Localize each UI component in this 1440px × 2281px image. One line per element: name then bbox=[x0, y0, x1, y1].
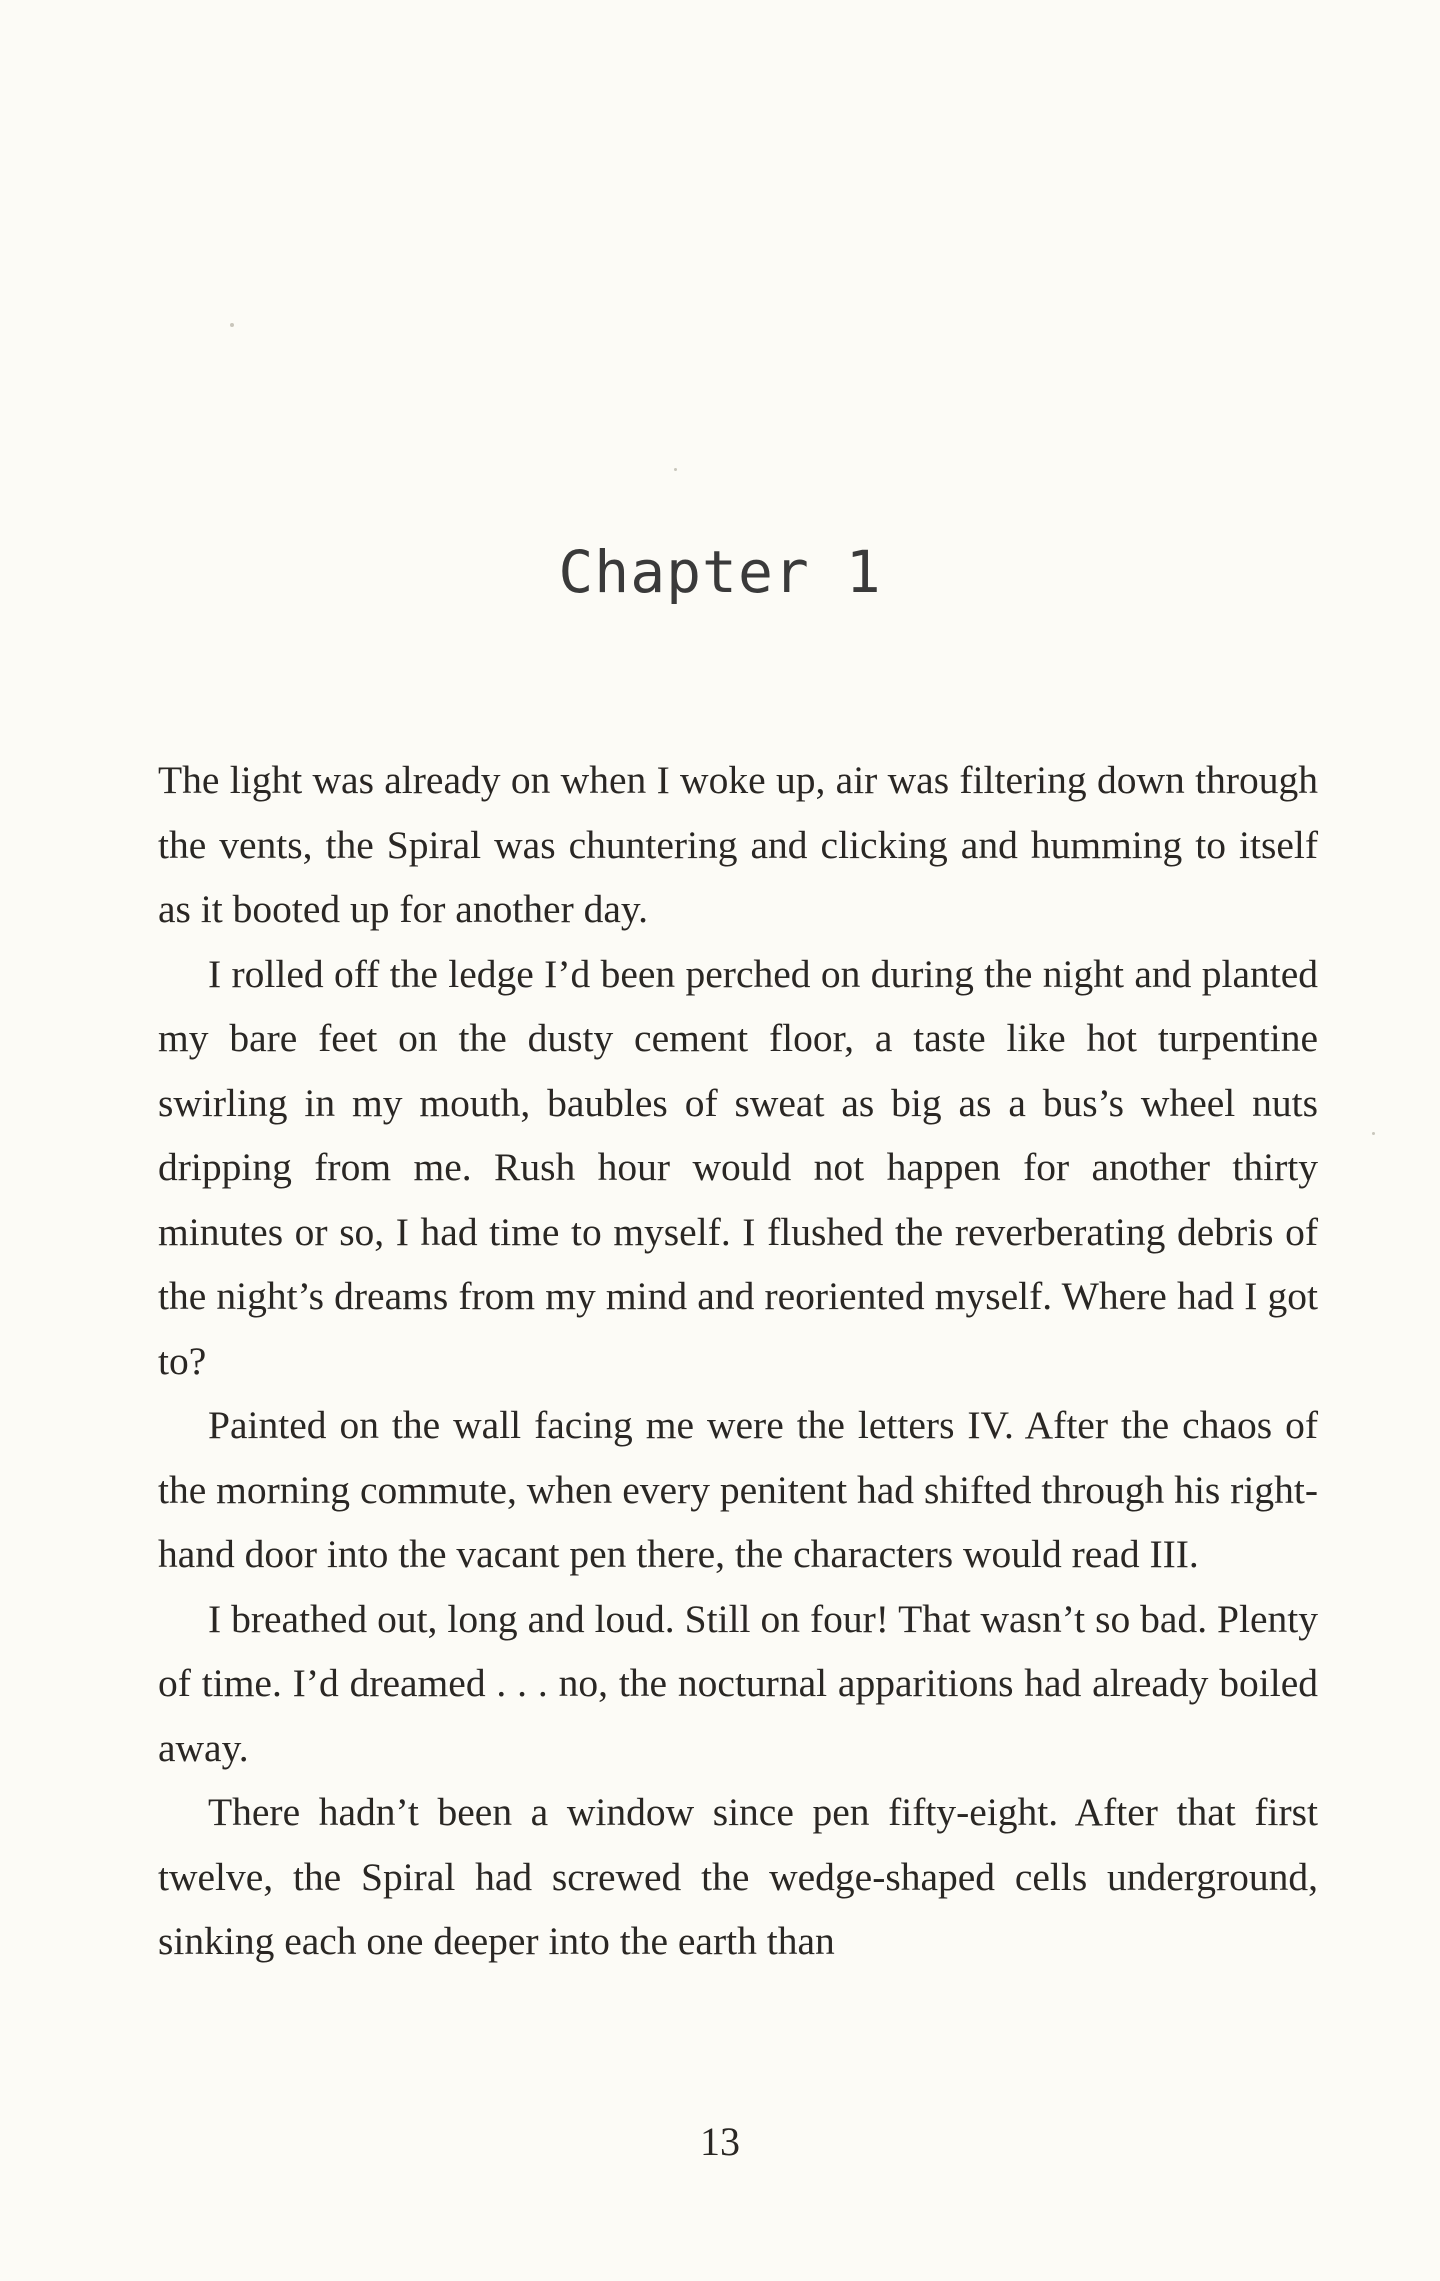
chapter-body bbox=[158, 748, 1318, 1974]
paper-speck bbox=[230, 323, 234, 327]
chapter-title: Chapter 1 bbox=[558, 538, 882, 606]
paragraph: Painted on the wall facing me were the letters IV. After the chaos of the morning commute, when every penitent had shifted through his right-hand door into the vacant pen there, the characters would read III. bbox=[158, 1403, 1318, 1576]
paragraph: The light was already on when I woke up, air was filtering down through the vents, the Spiral was chuntering and clicking and humming to itself as it booted up for another day. bbox=[158, 758, 1318, 931]
paragraph: I breathed out, long and loud. Still on four! That wasn’t so bad. Plenty of time. I’d dreamed . . . no, the nocturnal apparitions had already boiled away. bbox=[158, 1596, 1318, 1770]
paragraph: There hadn’t been a window since pen fifty-eight. After that first twelve, the Spiral had screwed the wedge-shaped cells underground, sinking each one deeper into the earth than bbox=[158, 1790, 1318, 1963]
paper-speck bbox=[674, 468, 677, 471]
page-number: 13 bbox=[700, 2119, 740, 2164]
paragraph: I rolled off the ledge I’d been perched on during the night and planted my bare feet on the dusty cement floor, a taste like hot turpentine swirling in my mouth, baubles of sweat as big as a bus’s wheel nuts dripping from me. Rush hour would not happen for another thirty minutes or so, I had time to myself. I flushed the reverberating debris of the night’s dreams from my mind and reoriented myself. Where had I got to? bbox=[158, 951, 1318, 1383]
paper-speck bbox=[1372, 1132, 1375, 1135]
